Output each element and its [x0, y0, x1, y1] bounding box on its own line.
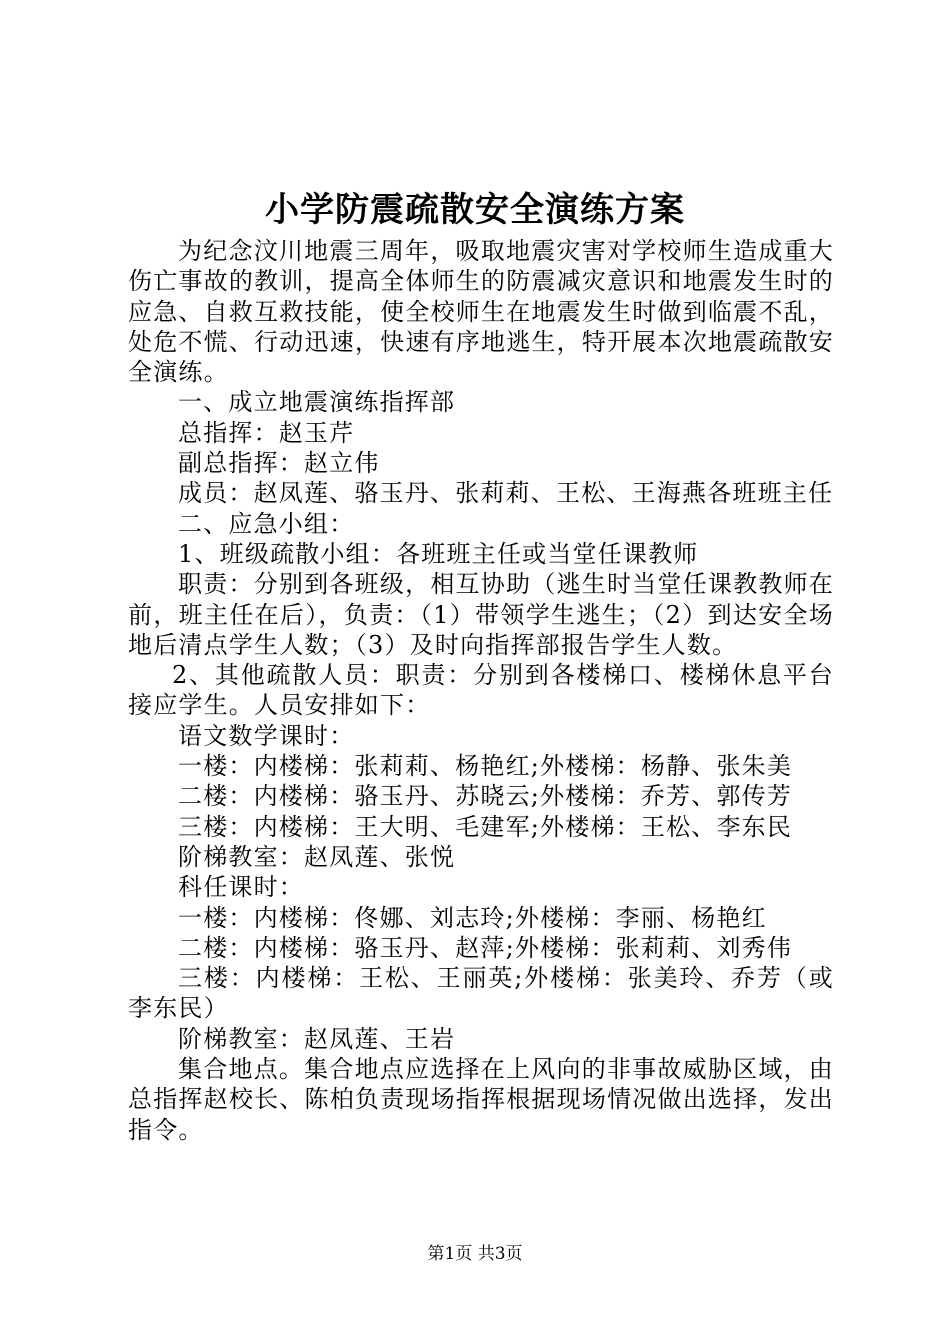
members-line: 成员：赵凤莲、骆玉丹、张莉莉、王松、王海燕各班班主任: [178, 479, 834, 508]
other-evacuation-staff-paragraph: 2、其他疏散人员：职责：分别到各楼梯口、楼梯休息平台接应学生。人员安排如下：: [128, 661, 834, 720]
subject-floor-3-assignment: 三楼：内楼梯：王松、王丽英;外楼梯：张美玲、乔芳（或李东民）: [128, 964, 834, 1023]
class-evacuation-group-line: 1、班级疏散小组：各班班主任或当堂任课教师: [178, 539, 699, 568]
commander-line: 总指挥：赵玉芹: [178, 418, 355, 447]
floor-2-assignment: 二楼：内楼梯：骆玉丹、苏晓云;外楼梯：乔芳、郭传芳: [178, 782, 793, 811]
floor-1-assignment: 一楼：内楼梯：张莉莉、杨艳红;外楼梯：杨静、张朱美: [178, 752, 793, 781]
duties-paragraph: 职责：分别到各班级，相互协助（逃生时当堂任课教教师在前，班主任在后），负责：（1）带领学生逃生；（2）到达安全场地后清点学生人数；（3）及时向指挥部报告学生人数。: [128, 570, 834, 659]
page-footer: 第1页 共3页: [427, 1244, 523, 1264]
subject-floor-1-assignment: 一楼：内楼梯：佟娜、刘志玲;外楼梯：李丽、杨艳红: [178, 903, 767, 932]
assembly-point-paragraph: 集合地点。集合地点应选择在上风向的非事故威胁区域，由总指挥赵校长、陈柏负责现场指挥根据现场情况做出选择，发出指令。: [128, 1055, 834, 1144]
section-heading-emergency-groups: 二、应急小组：: [178, 509, 355, 538]
intro-paragraph: 为纪念汶川地震三周年，吸取地震灾害对学校师生造成重大伤亡事故的教训，提高全体师生的防震减灾意识和地震发生时的应急、自救互救技能，使全校师生在地震发生时做到临震不乱，处危不慌、行动迅速，快速有序地逃生，特开展本次地震疏散安全演练。: [128, 237, 834, 387]
deputy-commander-line: 副总指挥：赵立伟: [178, 449, 380, 478]
section-heading-command: 一、成立地震演练指挥部: [178, 388, 456, 417]
subject-period-heading: 科任课时：: [178, 873, 304, 902]
subject-lecture-hall-assignment: 阶梯教室：赵凤莲、王岩: [178, 1024, 456, 1053]
lecture-hall-assignment: 阶梯教室：赵凤莲、张悦: [178, 842, 456, 871]
document-body: [128, 236, 834, 1145]
document-title: 小学防震疏散安全演练方案: [265, 190, 685, 230]
subject-floor-2-assignment: 二楼：内楼梯：骆玉丹、赵萍;外楼梯：张莉莉、刘秀伟: [178, 933, 793, 962]
floor-3-assignment: 三楼：内楼梯：王大明、毛建军;外楼梯：王松、李东民: [178, 812, 793, 841]
chinese-math-period-heading: 语文数学课时：: [178, 721, 355, 750]
